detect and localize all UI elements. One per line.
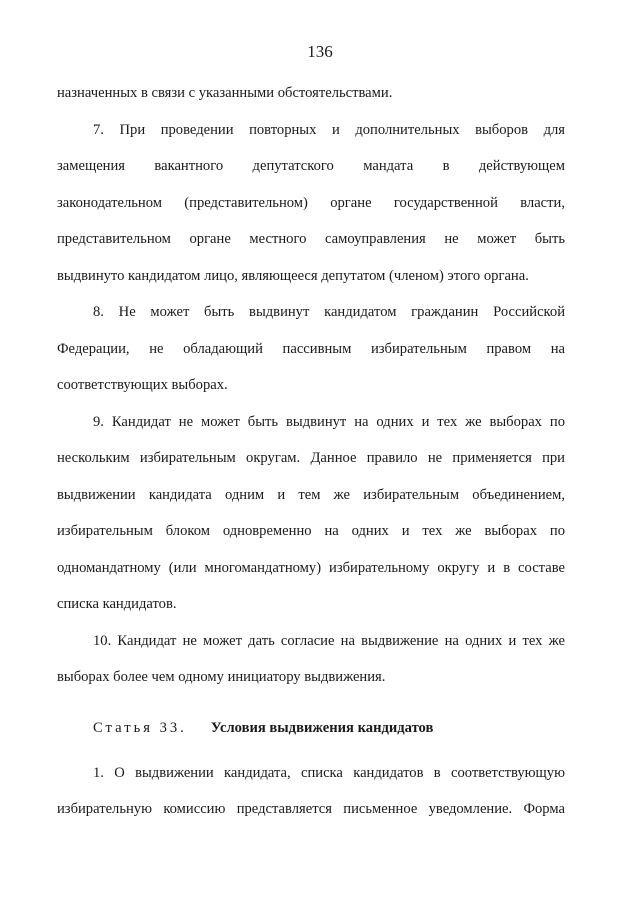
text-line: представительном органе местного самоуправления не может быть bbox=[57, 231, 565, 247]
paragraph-9-start: 9. Кандидат не может быть выдвинут на одних и тех же выборах по bbox=[93, 414, 565, 430]
text-line: Федерации, не обладающий пассивным избирательным правом на bbox=[57, 341, 565, 357]
paragraph-7-start: 7. При проведении повторных и дополнительных выборов для bbox=[93, 122, 565, 138]
text-line: выборах более чем одному инициатору выдвижения. bbox=[57, 669, 386, 685]
text-line: избирательным блоком одновременно на одних и тех же выборах по bbox=[57, 523, 565, 539]
paragraph-10-start: 10. Кандидат не может дать согласие на выдвижение на одних и тех же bbox=[93, 633, 565, 649]
page-number: 136 bbox=[307, 42, 333, 61]
text-line: списка кандидатов. bbox=[57, 596, 177, 612]
text-line: нескольким избирательным округам. Данное правило не применяется при bbox=[57, 450, 565, 466]
text-line: назначенных в связи с указанными обстоятельствами. bbox=[57, 85, 393, 101]
article-heading bbox=[93, 719, 433, 737]
text-line: законодательном (представительном) органе государственной власти, bbox=[57, 195, 565, 211]
text-line: избирательную комиссию представляется письменное уведомление. Форма bbox=[57, 801, 565, 817]
text-line: соответствующих выборах. bbox=[57, 377, 228, 393]
article-label: Статья 33. bbox=[93, 720, 187, 736]
text-line: одномандатному (или многомандатному) избирательному округу и в составе bbox=[57, 560, 565, 576]
text-line: выдвижении кандидата одним и тем же избирательным объединением, bbox=[57, 487, 565, 503]
text-line: выдвинуто кандидатом лицо, являющееся депутатом (членом) этого органа. bbox=[57, 268, 529, 284]
article-title: Условия выдвижения кандидатов bbox=[210, 720, 434, 736]
text-line: замещения вакантного депутатского мандата в действующем bbox=[57, 158, 565, 174]
paragraph-8-start: 8. Не может быть выдвинут кандидатом гражданин Российской bbox=[93, 304, 565, 320]
article-33-paragraph-1-start: 1. О выдвижении кандидата, списка кандидатов в соответствующую bbox=[93, 765, 565, 781]
